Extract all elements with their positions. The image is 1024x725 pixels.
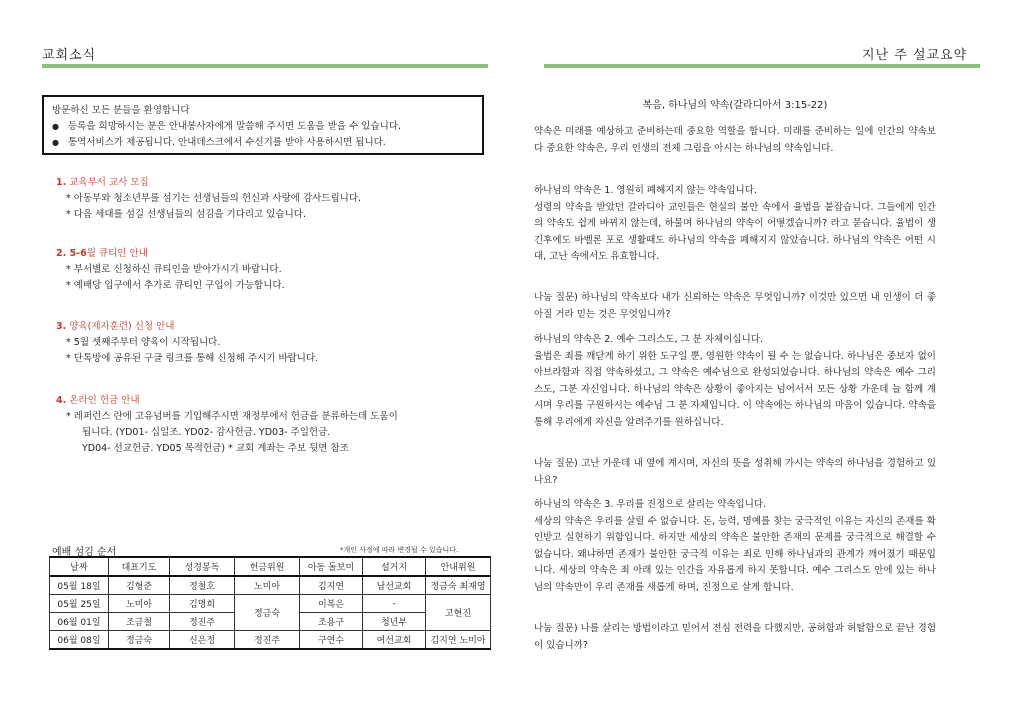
notice-3 [56, 319, 476, 367]
table-cell: 김명희 [170, 595, 235, 613]
sermon-paragraph: 하나님의 약속은 3. 우리를 진정으로 살리는 약속입니다. 세상의 약속은 우리를 살릴 수 없습니다. 돈, 능력, 명예를 찾는 궁극적인 이유는 자신의 존재를 확인받고 실현하기 위함입니다. 하지만 세상의 약속은 불안한 존재의 문제를 궁극적으로 해결할 수 없습니다. 왜냐하면 존재가 불안한 궁극적 이유는 죄로 인해 하나님과의 관계가 깨어졌기 때문입니다. 세상의 약속은 죄 아래 있는 인간을 자유롭게 하지 못합니다. 예수 그리스도 안에 있는 하나님의 약속만이 우리 존재를 새롭게 하며, 진정으로 살게 합니다. [534, 499, 936, 593]
column-header: 안내위원 [426, 557, 491, 576]
worship-roster-table [49, 556, 491, 650]
table-row [50, 576, 491, 595]
notice-heading: 2. 5-6월 큐티인 안내 [56, 248, 148, 259]
notice-line: * 아동부와 청소년부를 섬기는 선생님들의 헌신과 사랑에 감사드립니다. [66, 193, 362, 204]
column-header: 대표기도 [109, 557, 170, 576]
worship-roster-note: *개인 사정에 따라 변경될 수 있습니다. [340, 546, 459, 554]
column-header: 날짜 [50, 557, 109, 576]
notice-line: * 5월 셋째주부터 양육이 시작됩니다. [66, 337, 221, 348]
welcome-box [42, 95, 484, 155]
table-cell: 노미아 [109, 595, 170, 613]
table-cell: 신은정 [170, 631, 235, 650]
table-cell: 05월 18일 [50, 576, 109, 595]
table-cell: 06월 01일 [50, 613, 109, 631]
table-cell: 김지연 노미아 [426, 631, 491, 650]
sermon-question: 나눔 질문) 나를 살리는 방법이라고 믿어서 전심 전력을 다했지만, 공허함과 허탈함으로 끝난 경험이 있습니까? [534, 623, 936, 651]
table-cell: 정금숙 [109, 631, 170, 650]
table-cell: - [363, 595, 426, 613]
table-cell: 조용구 [300, 613, 363, 631]
table-cell: 05월 25일 [50, 595, 109, 613]
sermon-question: 나눔 질문) 하나님의 약속보다 내가 신뢰하는 약속은 무엇입니까? 이것만 있으면 내 인생이 더 좋아질 거라 믿는 것은 무엇입니까? [534, 292, 936, 320]
table-cell: 김형준 [109, 576, 170, 595]
table-cell: 정진주 [235, 631, 300, 650]
notice-2 [56, 246, 476, 294]
notice-1 [56, 175, 476, 223]
right-divider [544, 64, 980, 68]
table-cell: 조금철 [109, 613, 170, 631]
table-cell: 정진주 [170, 613, 235, 631]
table-cell: 여선교회 [363, 631, 426, 650]
notice-heading: 3. 양육(제자훈련) 신청 안내 [56, 321, 175, 332]
table-cell: 정철호 [170, 576, 235, 595]
column-header: 아동 돌보미 [300, 557, 363, 576]
column-header: 헌금위원 [235, 557, 300, 576]
sermon-title: 복음, 하나님의 약속(갈라디아서 3:15-22) [642, 100, 828, 111]
sermon-paragraph: 하나님의 약속은 1. 영원히 폐해지지 않는 약속입니다. 성령의 약속을 받았던 갈라디아 교인들은 현실의 불안 속에서 율법을 붙잡습니다. 그들에게 인간의 약속도 쉽게 바뀌지 않는데, 하물며 하나님의 약속이 어떻겠습니까? 라고 묻습니다. 율법이 생긴후에도 바벨론 포로 생활때도 하나님의 약속을 폐해지지 않았습니다. 하나님의 약속은 어떤 시대, 고난 속에서도 유효합니다. [534, 185, 936, 262]
notice-4 [56, 393, 476, 457]
notice-heading: 1. 교육부서 교사 모집 [56, 177, 149, 188]
table-header-row [50, 557, 491, 576]
notice-line: YD04- 선교헌금. YD05 목적헌금) * 교회 계좌는 주보 뒷면 참조 [82, 443, 349, 454]
notice-line: * 예배당 입구에서 추가로 큐티인 구입이 가능합니다. [66, 280, 285, 291]
column-header: 설거지 [363, 557, 426, 576]
welcome-title: 방문하신 모든 분들을 환영합니다 [52, 105, 190, 116]
left-section-title: 교회소식 [42, 48, 97, 63]
sermon-paragraph: 하나님의 약속은 2. 예수 그리스도, 그 분 자체이십니다. 율법은 죄를 깨닫게 하기 위한 도구일 뿐, 영원한 약속이 될 수 는 없습니다. 하나님은 중보자 없이 아브라함과 직접 약속하셨고, 그 약속은 예수님으로 완성되었습니다. 하나님의 약속은 예수 그리스도, 그분 자신입니다. 하나님의 약속은 상황이 좋아지는 넘어서서 모든 상황 가운데 늘 함께 계시며 우리를 구원하시는 예수님 그 분 자체입니다. 이 약속에는 하나님의 마음이 있습니다. 약속을 통해 우리에게 자신을 알려주기를 원하십니다. [534, 334, 936, 428]
worship-roster-title: 예배 섬김 순서 [52, 547, 117, 558]
table-row [50, 631, 491, 650]
table-cell: 고현진 [426, 595, 491, 631]
table-cell: 이복은 [300, 595, 363, 613]
table-cell: 정금숙 최재영 [426, 576, 491, 595]
column-header: 성경봉독 [170, 557, 235, 576]
notice-heading: 4. 온라인 헌금 안내 [56, 395, 140, 406]
table-cell: 김지연 [300, 576, 363, 595]
notice-line: 됩니다. (YD01- 십일조. YD02- 감사헌금. YD03- 주일헌금. [82, 427, 331, 438]
welcome-item: ● 통역서비스가 제공됩니다. 안내데스크에서 수신기를 받아 사용하시면 됩니다. [52, 135, 474, 151]
welcome-item: ● 등록을 희망하시는 분은 안내봉사자에게 말씀해 주시면 도움을 받을 수 있습니다. [52, 119, 474, 135]
sermon-paragraph: 약속은 미래를 예상하고 준비하는데 중요한 역할을 합니다. 미래를 준비하는 일에 인간의 약속보다 중요한 약속은, 우리 인생의 전체 그림을 아시는 하나님의 약속입니다. [534, 126, 936, 154]
left-divider [42, 64, 488, 68]
notice-line: * 다음 세대를 섬길 선생님들의 섬김을 기다리고 있습니다. [66, 209, 306, 220]
sermon-question: 나눔 질문) 고난 가운데 내 옆에 계시며, 자신의 뜻을 성취해 가시는 약속의 하나님을 경험하고 있나요? [534, 458, 936, 486]
table-cell: 남선교회 [363, 576, 426, 595]
table-cell: 구연수 [300, 631, 363, 650]
notice-line: * 레퍼런스 란에 고유넘버를 기입해주시면 재정부에서 헌금을 분류하는데 도움이 [66, 411, 398, 422]
table-cell: 06월 08일 [50, 631, 109, 650]
table-row [50, 595, 491, 613]
notice-line: * 단톡방에 공유된 구글 링크를 통해 신청해 주시기 바랍니다. [66, 353, 319, 364]
table-cell: 노미아 [235, 576, 300, 595]
table-cell: 정금숙 [235, 595, 300, 631]
table-cell: 청년부 [363, 613, 426, 631]
notice-line: * 부서별로 신청하신 큐티인을 받아가시기 바랍니다. [66, 264, 282, 275]
right-section-title: 지난 주 설교요약 [862, 48, 968, 63]
